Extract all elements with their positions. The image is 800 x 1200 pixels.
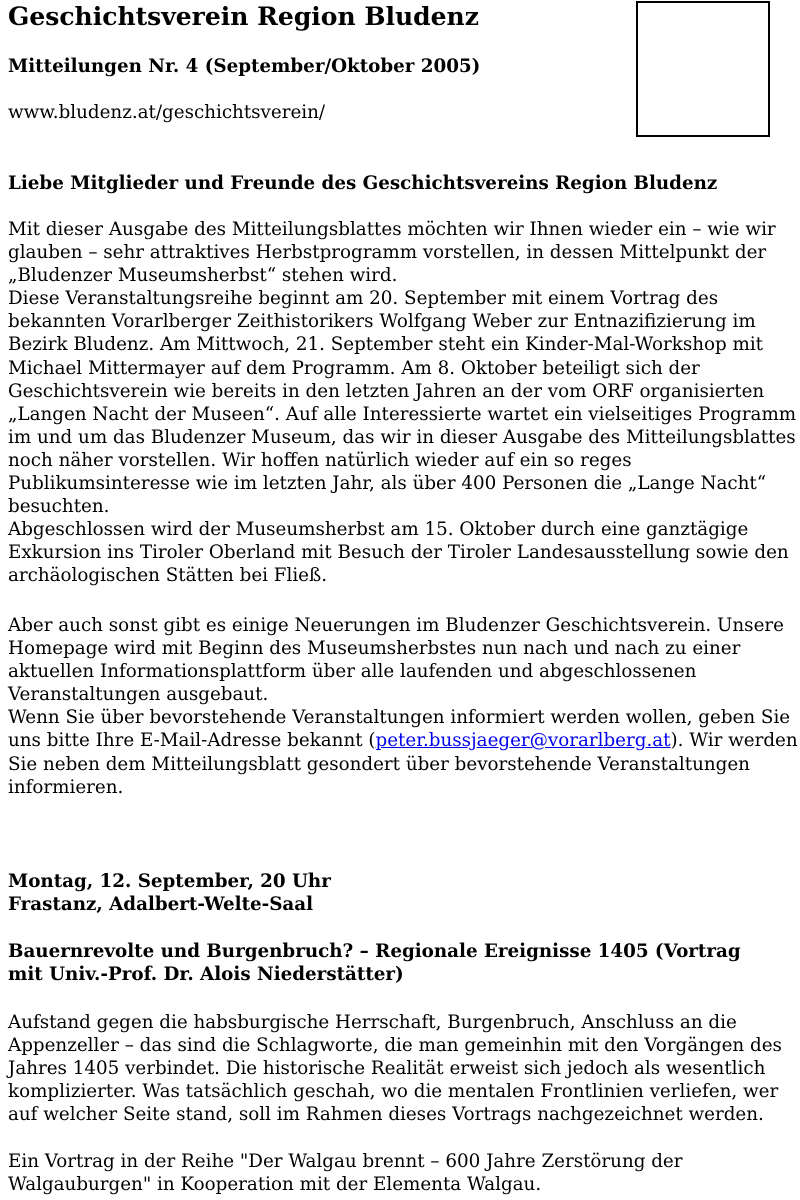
intro-line: besuchten.: [8, 496, 110, 518]
intro-line: Geschichtsverein wie bereits in den letzten Jahren an der vom ORF organisierten: [8, 380, 765, 402]
event-heading: [8, 870, 788, 916]
event-series-line: Walgauburgen" in Kooperation mit der Elementa Walgau.: [8, 1174, 542, 1196]
intro-paragraph-1: [8, 218, 797, 588]
greeting-heading: Liebe Mitglieder und Freunde des Geschichtsvereins Region Bludenz: [8, 173, 718, 194]
intro-line: Veranstaltungen ausgebaut.: [8, 684, 269, 706]
event-description-line: Jahres 1405 verbindet. Die historische Realität erweist sich jedoch als wesentlich: [8, 1058, 766, 1080]
intro-paragraph-2: [8, 614, 798, 799]
intro-line: Diese Veranstaltungsreihe beginnt am 20. September mit einem Vortrag des: [8, 288, 719, 310]
intro-line: aktuellen Informationsplattform über alle laufenden und abgeschlossenen: [8, 661, 697, 683]
event-description-line: auf welcher Seite stand, soll im Rahmen dieses Vortrags nachgezeichnet werden.: [8, 1104, 764, 1126]
intro-line: Homepage wird mit Beginn des Museumsherbstes nun nach und nach zu einer: [8, 638, 741, 660]
intro-line: Mit dieser Ausgabe des Mitteilungsblattes möchten wir Ihnen wieder ein – wie wir: [8, 219, 776, 240]
intro-line: Sie neben dem Mitteilungsblatt gesondert über bevorstehende Veranstaltungen: [8, 753, 750, 775]
event-description-line: Appenzeller – das sind die Schlagworte, die man gemeinhin mit den Vorgängen des: [8, 1035, 782, 1057]
event-title: [8, 940, 788, 986]
intro-line: „Bludenzer Museumsherbst“ stehen wird.: [8, 265, 398, 287]
intro-line: Michael Mittermayer auf dem Programm. Am 8. Oktober beteiligt sich der: [8, 357, 700, 379]
event-title-line: mit Univ.-Prof. Dr. Alois Niederstätter): [8, 964, 404, 986]
intro-line: informieren.: [8, 776, 124, 798]
email-link[interactable]: peter.bussjaeger@vorarlberg.at: [375, 730, 671, 752]
page-title: Geschichtsverein Region Bludenz: [8, 2, 479, 31]
intro-line: Aber auch sonst gibt es einige Neuerungen im Bludenzer Geschichtsverein. Unsere: [8, 615, 784, 636]
intro-line: „Langen Nacht der Museen“. Auf alle Interessierte wartet ein vielseitiges Programm: [8, 403, 797, 425]
event-datetime: Montag, 12. September, 20 Uhr: [8, 871, 331, 892]
event-description-line: komplizierter. Was tatsächlich geschah, wo die mentalen Frontlinien verliefen, wer: [8, 1081, 779, 1103]
email-request-line: [8, 729, 798, 752]
logo-placeholder: [636, 1, 770, 137]
event-series-note: [8, 1150, 788, 1196]
event-description-line: Aufstand gegen die habsburgische Herrschaft, Burgenbruch, Anschluss an die: [8, 1012, 737, 1033]
intro-line: archäologischen Stätten bei Fließ.: [8, 565, 328, 587]
email-line-prefix: uns bitte Ihre E-Mail-Adresse bekannt (: [8, 730, 376, 752]
event-title-line: Bauernrevolte und Burgenbruch? – Regionale Ereignisse 1405 (Vortrag: [8, 941, 741, 962]
intro-line: noch näher vorstellen. Wir hoffen natürlich wieder auf ein so reges: [8, 449, 632, 471]
intro-line: glauben – sehr attraktives Herbstprogramm vorstellen, in dessen Mittelpunkt der: [8, 242, 767, 264]
event-series-line: Ein Vortrag in der Reihe "Der Walgau brennt – 600 Jahre Zerstörung der: [8, 1151, 683, 1172]
intro-line: Publikumsinteresse wie im letzten Jahr, als über 400 Personen die „Lange Nacht“: [8, 473, 767, 495]
website-url: www.bludenz.at/geschichtsverein/: [8, 102, 326, 123]
intro-line: Wenn Sie über bevorstehende Veranstaltungen informiert werden wollen, geben Sie: [8, 707, 791, 729]
event-description: [8, 1011, 788, 1126]
event-location: Frastanz, Adalbert-Welte-Saal: [8, 894, 314, 916]
intro-line: im und um das Bludenzer Museum, das wir in dieser Ausgabe des Mitteilungsblattes: [8, 426, 796, 448]
intro-line: Abgeschlossen wird der Museumsherbst am 15. Oktober durch eine ganztägige: [8, 519, 749, 541]
newsletter-issue-title: Mitteilungen Nr. 4 (September/Oktober 2005): [8, 56, 481, 77]
intro-line: bekannten Vorarlberger Zeithistorikers Wolfgang Weber zur Entnazifizierung im: [8, 311, 756, 333]
intro-line: Bezirk Bludenz. Am Mittwoch, 21. September steht ein Kinder-Mal-Workshop mit: [8, 334, 764, 356]
intro-line: Exkursion ins Tiroler Oberland mit Besuch der Tiroler Landesausstellung sowie den: [8, 542, 789, 564]
email-line-suffix: ). Wir werden: [670, 730, 798, 752]
